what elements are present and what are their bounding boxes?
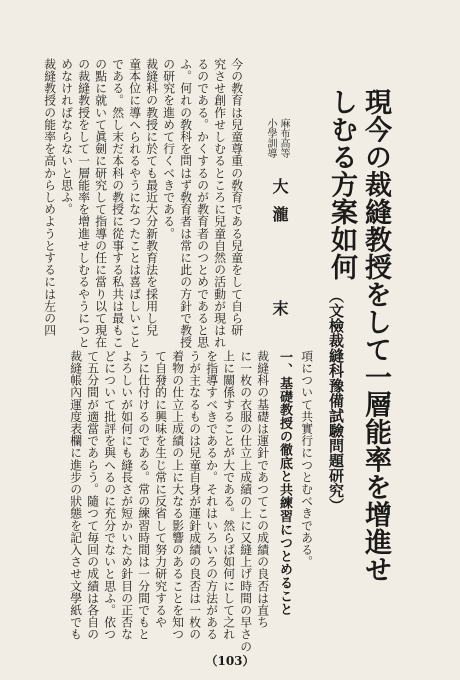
lower-text-column: を指導すべきであるか。それはいろいろの方法がある bbox=[204, 350, 219, 641]
author-given-name: 大瀧 bbox=[270, 178, 289, 234]
lower-text-column: 裁縫科の基礎は運針であつてこの成績の良否は直ち bbox=[255, 350, 270, 629]
lower-text-column: 上に關係することが大である。然らば如何にして之れ bbox=[221, 350, 236, 641]
upper-text-column: 童本位に導へられるやうになつたことは喜ばしいこと bbox=[127, 58, 142, 349]
upper-text-column: である。然し末だ本科の教授に從事する私共は最もこ bbox=[110, 58, 125, 349]
author-affiliation-2: 小學訓導 bbox=[265, 118, 276, 158]
lower-text-column: て五分間が適當であらう。隨つて毎回の成績は各自の bbox=[85, 350, 100, 641]
upper-text-column: 裁縫教授の能率を高からしめようとするには左の四 bbox=[42, 58, 57, 337]
page-number: （103） bbox=[205, 654, 255, 668]
lower-text-column: よろしいが如何にも縫長さが短かいため針目の正否な bbox=[119, 350, 134, 641]
lower-text-column: に一枚の衣服の仕立上成績の上に又縫上げ時間の早さの bbox=[238, 350, 253, 653]
upper-text-column: 究させ創作せしむるところに兒童自然の活動が現はれ bbox=[212, 58, 227, 349]
lower-text-column: うに仕付けるのである。常の練習時間は一分間でもと bbox=[136, 350, 151, 641]
author-affiliation-1: 麻布高等 bbox=[278, 118, 289, 158]
article-subtitle: （文檢裁縫科豫備試驗問題研究） bbox=[327, 288, 345, 513]
lower-text-column: 着物の仕立上成績の上に大なる影響のあることを知つ bbox=[170, 350, 185, 641]
lower-text-column: て自發的に興味を生じ常に反省して努力研究するや bbox=[153, 350, 168, 629]
upper-text-column: の點に就いて眞劍に研究して指導の任に當り以て現在 bbox=[93, 58, 108, 349]
upper-text-column: るのである。かくするのが教育者のつとめであると思 bbox=[195, 58, 210, 349]
upper-text-column: 今の教育は兒童尊重の敎育である兒童をして自ら研 bbox=[229, 58, 244, 337]
lower-text-column: どについて批評を與へるのに充分でないと思ふ。依つ bbox=[102, 350, 117, 641]
upper-text-column: ふ。何れの敎科を問はず敎育者は常に此の方針で教授 bbox=[178, 58, 193, 349]
upper-text-column: 裁縫科の教授に於ても最近大分新教育法を採用し兒 bbox=[144, 58, 159, 337]
author-surname: 末 bbox=[270, 300, 289, 316]
lower-text-column: 項について共實行につとむべきである。 bbox=[299, 350, 314, 568]
lower-text-column: 裁縫帳內運度表欄に進步の狀態を記入させ文學紙でも bbox=[68, 350, 83, 641]
article-title-line-1: 現今の裁縫教授をして一層能率を增進せ bbox=[360, 88, 391, 583]
lower-text-column: うが主なるものは兒童自身が運針成績の良否は一枚の bbox=[187, 350, 202, 641]
article-title-line-2: しむる方案如何 bbox=[326, 88, 357, 281]
upper-text-column: の裁縫教授をして一層能率を增進せしむるやうにつと bbox=[76, 58, 91, 349]
section-heading: 一、基礎教授の徹底と共練習につとめること bbox=[277, 350, 292, 616]
upper-text-column: めなければならないと思ふ。 bbox=[59, 58, 74, 216]
upper-text-column: の研究を進めて行くべきである。 bbox=[161, 58, 176, 240]
